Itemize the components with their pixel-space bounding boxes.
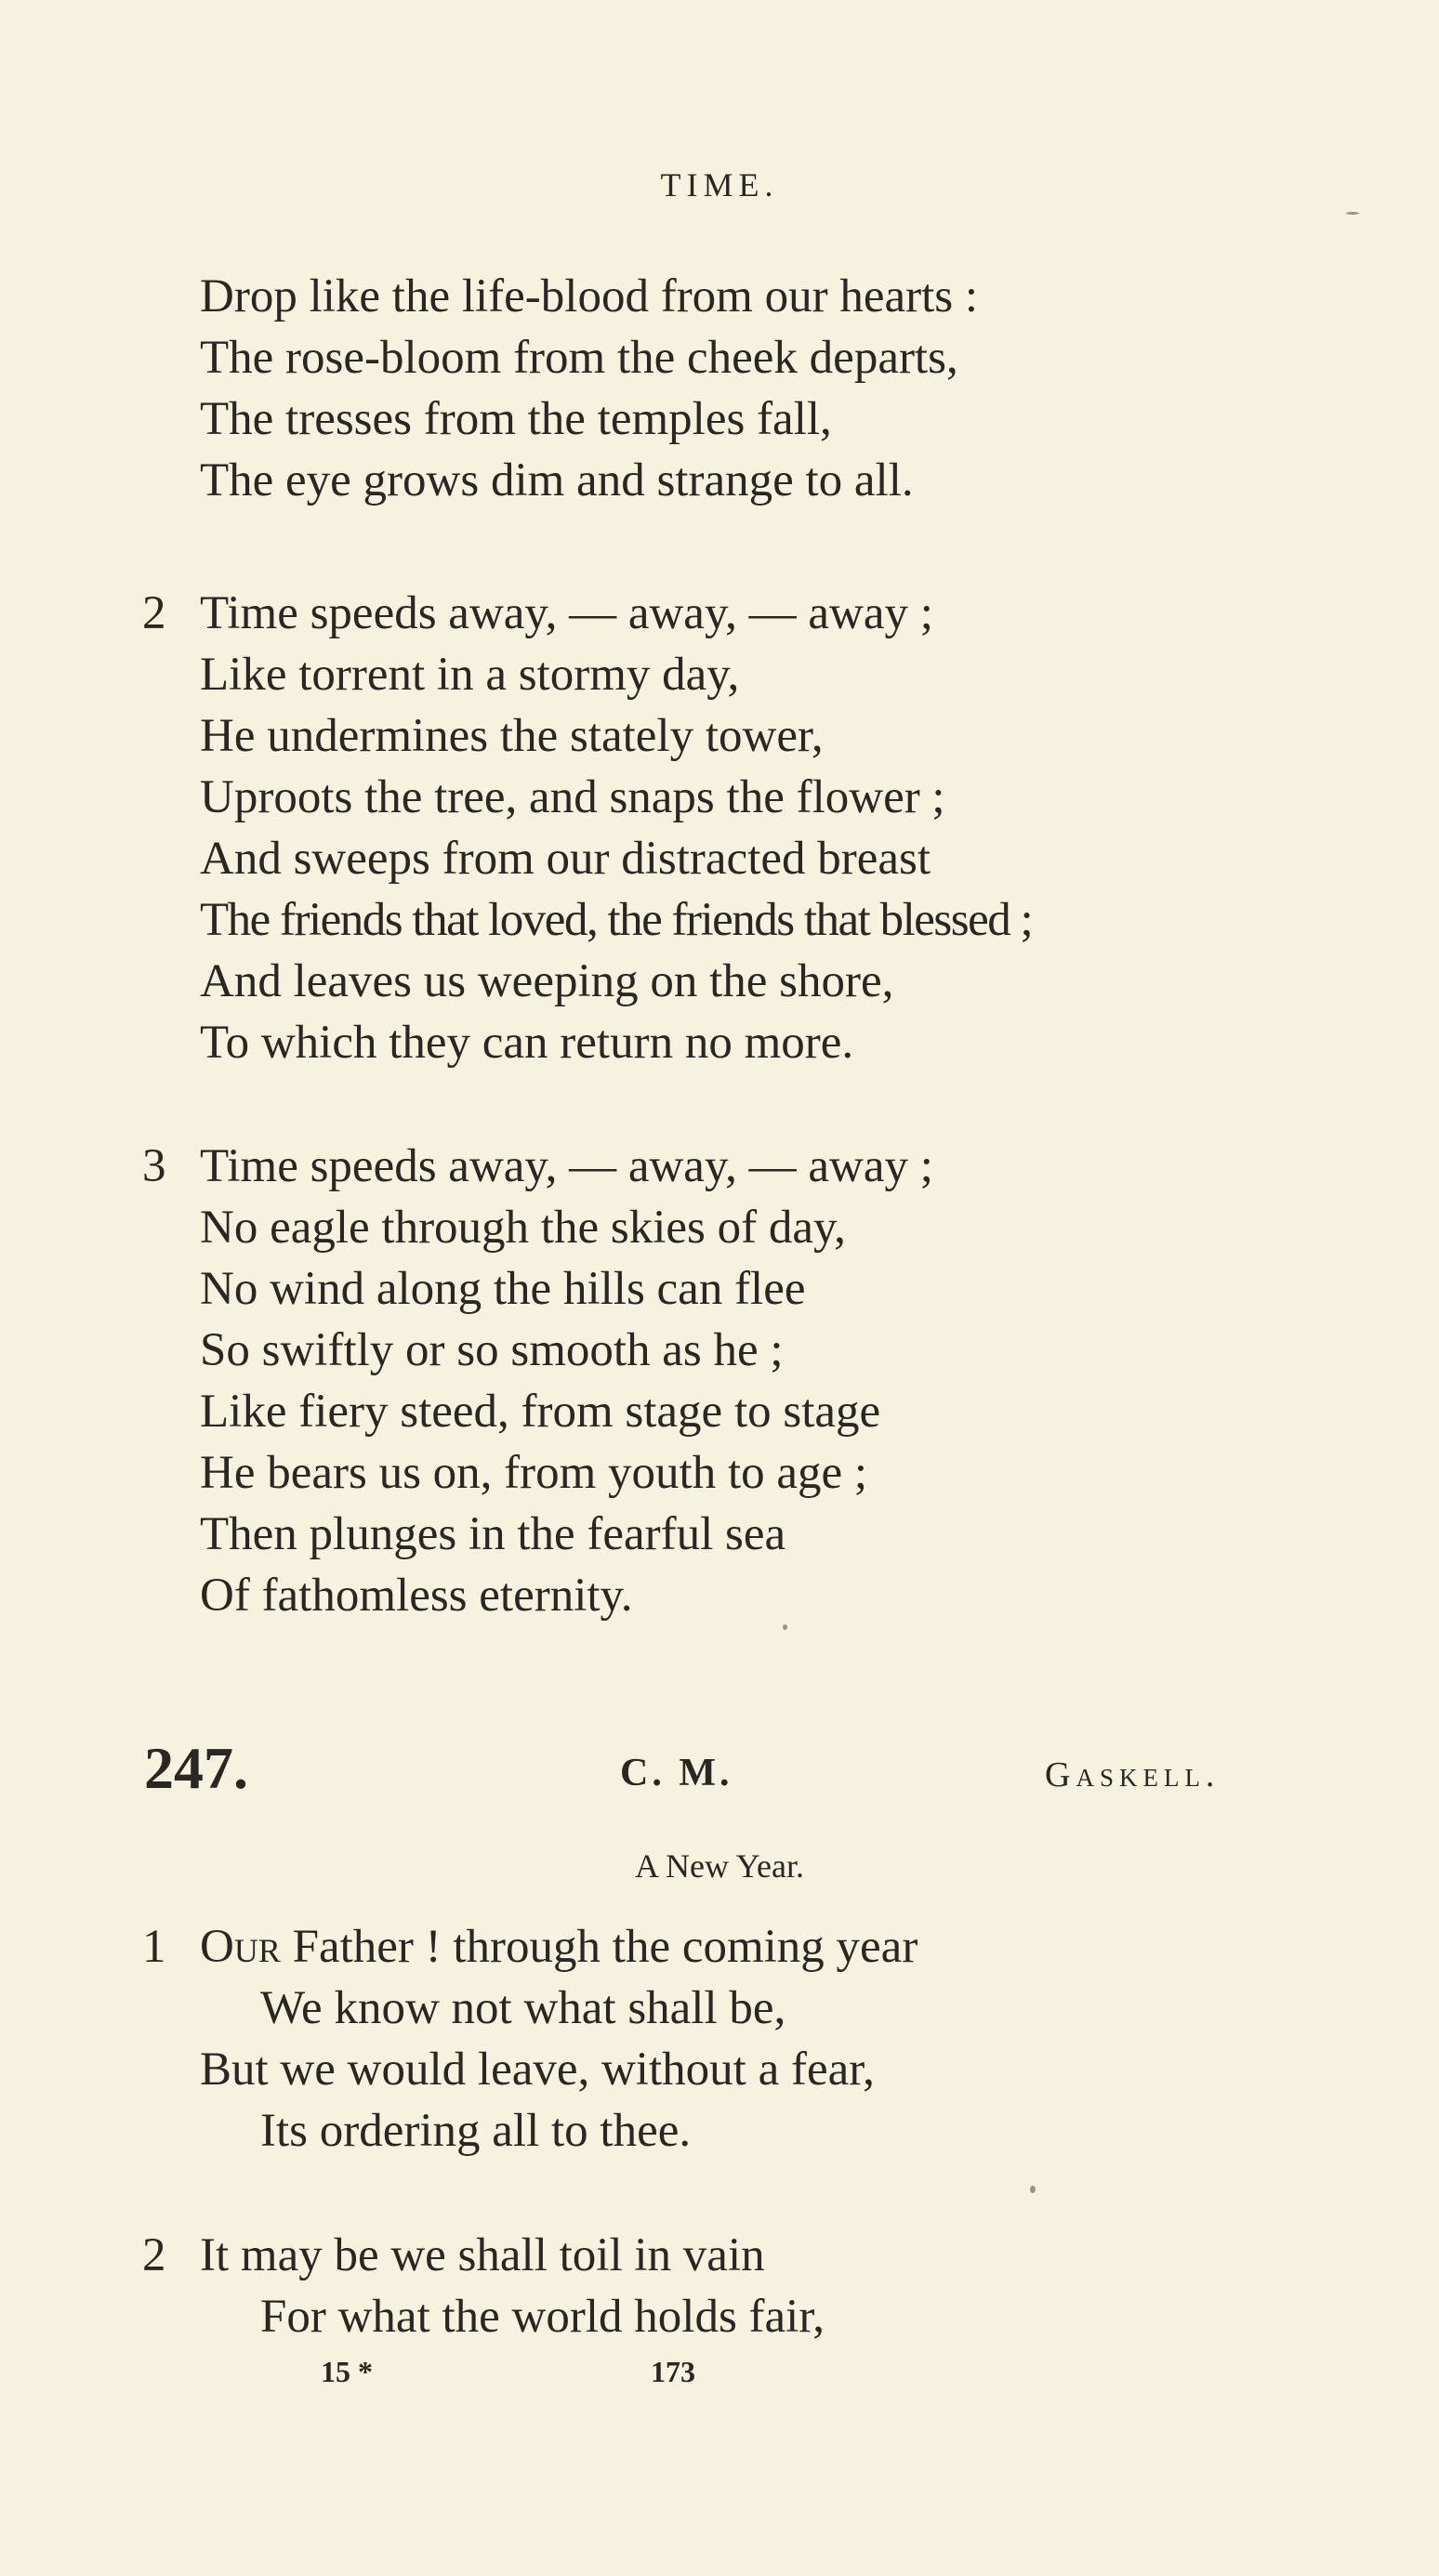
verse-line: We know not what shall be, (260, 1982, 786, 2034)
running-head: TIME. (660, 166, 779, 204)
paper-speck (1030, 2186, 1036, 2193)
verse-line: The tresses from the temples fall, (200, 393, 832, 445)
hymn-subtitle: A New Year. (634, 1847, 804, 1885)
verse-line: He undermines the stately tower, (200, 710, 824, 762)
first-line-rest: Father ! through the coming year (280, 1921, 918, 1973)
verse-line: And sweeps from our distracted breast (200, 833, 931, 885)
initial-word: Our (200, 1921, 281, 1973)
paper-speck (1346, 212, 1359, 215)
verse-line: But we would leave, without a fear, (200, 2044, 875, 2096)
verse-line: To which they can return no more. (200, 1017, 854, 1069)
hymn-author: Gaskell. (1045, 1755, 1221, 1794)
paper-speck (783, 1624, 787, 1630)
verse-line: No eagle through the skies of day, (200, 1202, 846, 1254)
verse-line: Of fathomless eternity. (200, 1570, 633, 1622)
verse-line: The friends that loved, the friends that blessed ; (200, 894, 1033, 946)
verse-line: Time speeds away, — away, — away ; (200, 587, 933, 639)
verse-line: For what the world holds fair, (260, 2291, 825, 2343)
verse-line: So swiftly or so smooth as he ; (200, 1324, 784, 1376)
verse-line: Like fiery steed, from stage to stage (200, 1386, 881, 1438)
verse-line: And leaves us weeping on the shore, (200, 955, 894, 1007)
hymn-number: 247. (144, 1735, 248, 1801)
verse-line: No wind along the hills can flee (200, 1263, 806, 1315)
stanza-number: 1 (142, 1921, 166, 1973)
verse-line: Uproots the tree, and snaps the flower ; (200, 771, 945, 823)
stanza-number: 2 (142, 2229, 166, 2281)
verse-line: He bears us on, from youth to age ; (200, 1447, 868, 1499)
verse-line (200, 1916, 918, 1978)
verse-line: Time speeds away, — away, — away ; (200, 1140, 933, 1192)
verse-line: Like torrent in a stormy day, (200, 649, 740, 701)
stanza-number: 3 (142, 1140, 166, 1192)
signature-mark: 15 * (321, 2355, 373, 2388)
hymn-meter: C. M. (620, 1752, 733, 1794)
verse-line: Then plunges in the fearful sea (200, 1508, 786, 1560)
page-number: 173 (651, 2355, 695, 2388)
verse-line: Its ordering all to thee. (260, 2105, 692, 2157)
verse-line: Drop like the life-blood from our hearts : (200, 270, 979, 322)
verse-line: The eye grows dim and strange to all. (200, 454, 914, 506)
verse-line: The rose-bloom from the cheek departs, (200, 332, 958, 384)
verse-line: It may be we shall toil in vain (200, 2229, 765, 2281)
stanza-number: 2 (142, 587, 166, 639)
